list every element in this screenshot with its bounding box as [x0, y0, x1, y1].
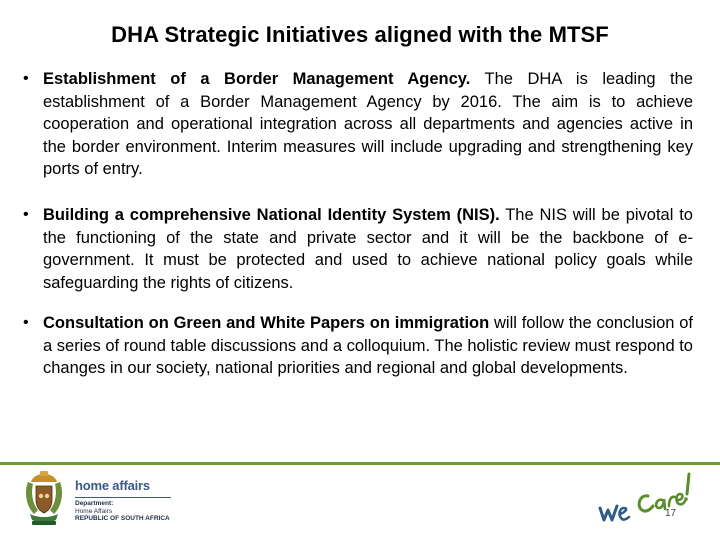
bullet-text [43, 68, 693, 181]
bullet-body: The DHA is leading the establishment of a Border Management Agency by 2016. The aim is to achieve cooperation and operational integration across all departments and agencies active in the border environment. Interim measures will include upgrading and strengthening key ports of entry. [43, 70, 693, 178]
bullet-text [43, 312, 693, 380]
bullet-heading: Establishment of a Border Management Agency. [43, 70, 471, 88]
bullet-body: will follow the conclusion of a series of round table discussions and a colloquium. The holistic review must respond to changes in our society, national priorities and regional and global developments. [43, 314, 693, 377]
coat-of-arms-icon [22, 470, 66, 528]
department-name: Home Affairs [75, 507, 113, 515]
department-label: Department: [75, 500, 114, 507]
slide-title: DHA Strategic Initiatives aligned with the MTSF [111, 22, 609, 47]
bullet-heading: Building a comprehensive National Identity System (NIS). [43, 206, 500, 224]
page-number: 17 [665, 508, 677, 519]
brand-name: home affairs [75, 478, 150, 493]
country-name: REPUBLIC OF SOUTH AFRICA [75, 515, 170, 523]
bullet-dot: • [23, 70, 29, 87]
brand-subtitle [75, 500, 185, 523]
bullet-dot: • [23, 314, 29, 331]
bullet-heading: Consultation on Green and White Papers on immigration [43, 314, 490, 332]
footer-divider [0, 462, 720, 465]
we-care-logo [596, 468, 696, 526]
bullet-text [43, 204, 693, 294]
brand-rule [75, 497, 171, 498]
bullet-dot: • [23, 206, 29, 223]
bullet-body: The NIS will be pivotal to the functioning of the state and private sector and it will be the backbone of e-government. It must be protected and used to achieve national policy goals while safeguarding the rights of citizens. [43, 206, 693, 292]
